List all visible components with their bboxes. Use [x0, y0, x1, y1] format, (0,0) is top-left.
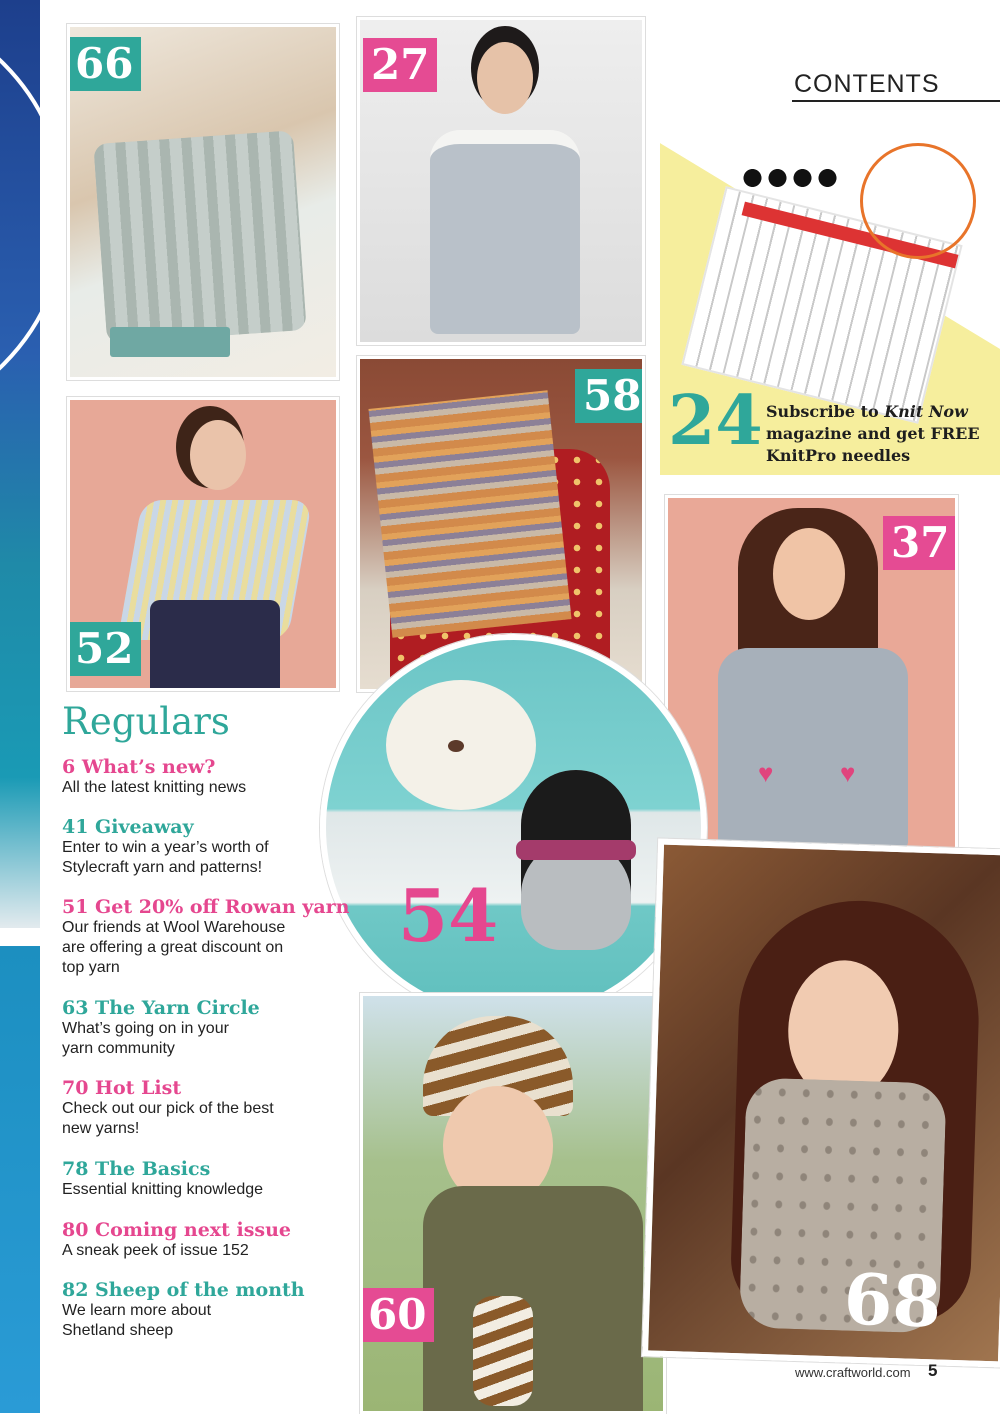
- promo-number: 24: [668, 381, 763, 461]
- regular-item-title[interactable]: 6 What’s new?: [62, 756, 216, 778]
- photo-striped-hat: [360, 993, 666, 1414]
- grey-cardigan: [718, 648, 908, 848]
- photo-heart-cardigan: [665, 495, 958, 853]
- promo-text: [766, 401, 980, 467]
- heart-right: ♥: [840, 758, 856, 788]
- navy-top: [150, 600, 280, 688]
- regulars-heading: Regulars: [62, 700, 230, 743]
- green-jacket: [423, 1186, 643, 1414]
- striped-throw: [368, 390, 571, 638]
- regular-item-title[interactable]: 82 Sheep of the month: [62, 1279, 305, 1301]
- footer-url[interactable]: www.craftworld.com: [795, 1365, 911, 1380]
- section-label: CONTENTS: [794, 70, 940, 98]
- page-badge-66: 66: [67, 37, 141, 91]
- regular-item-desc: Essential knitting knowledge: [62, 1181, 264, 1198]
- regular-item: [62, 896, 350, 978]
- regular-item: [62, 997, 260, 1059]
- page-number-54: 54: [398, 873, 499, 958]
- regular-item-desc: Enter to win a year’s worth of Stylecraft yarn and patterns!: [62, 839, 269, 876]
- knitted-penguin: [521, 770, 631, 950]
- photo-toys-circle: [320, 634, 707, 1021]
- photo-striped-wrap: [67, 397, 339, 691]
- page-badge-58: 58: [575, 369, 645, 423]
- photo-lace-cowl: [642, 838, 1000, 1367]
- photo-grey-jumper: [357, 17, 645, 345]
- page-number-68: 68: [842, 1257, 943, 1344]
- left-edge-divider: [0, 928, 40, 946]
- photo-cushion: [67, 24, 339, 380]
- promo-line-1: [766, 401, 980, 423]
- regular-item: [62, 1279, 305, 1341]
- regular-item: [62, 1077, 274, 1139]
- stoppers: [740, 163, 840, 193]
- regular-item-title[interactable]: 63 The Yarn Circle: [62, 997, 260, 1019]
- heart-left: ♥: [758, 758, 774, 788]
- regular-item-desc: A sneak peek of issue 152: [62, 1242, 249, 1259]
- grey-jumper: [430, 130, 580, 334]
- regular-item: [62, 1158, 263, 1200]
- regular-item-title[interactable]: 70 Hot List: [62, 1077, 182, 1099]
- promo-line-1-prefix: Subscribe to: [766, 402, 885, 421]
- penguin-scarf: [516, 840, 636, 860]
- section-label-rule: [792, 100, 1000, 102]
- promo-line-1-italic: Knit Now: [884, 402, 968, 421]
- regular-item-desc: Our friends at Wool Warehouse are offering a great discount on top yarn: [62, 919, 286, 976]
- page-badge-52: 52: [67, 622, 141, 676]
- regular-item-title[interactable]: 78 The Basics: [62, 1158, 211, 1180]
- page-badge-60: 60: [360, 1288, 434, 1342]
- page-number: 5: [928, 1361, 938, 1380]
- regular-item-desc: What’s going on in your yarn community: [62, 1020, 229, 1057]
- regular-item-title[interactable]: 41 Giveaway: [62, 816, 194, 838]
- zigzag-mitten: [473, 1296, 533, 1406]
- page-badge-27: 27: [363, 38, 437, 92]
- model-head-wrap: [190, 420, 246, 490]
- model-head: [477, 42, 533, 114]
- regular-item: [62, 756, 246, 798]
- child-face: [773, 528, 845, 620]
- regular-item-title[interactable]: 80 Coming next issue: [62, 1219, 292, 1241]
- regular-item-desc: All the latest knitting news: [62, 779, 247, 796]
- cushion-shape: [93, 130, 306, 343]
- regular-item-title[interactable]: 51 Get 20% off Rowan yarn: [62, 896, 350, 918]
- regular-item: [62, 816, 269, 878]
- regular-item: [62, 1219, 291, 1261]
- page-badge-37: 37: [883, 516, 957, 570]
- seal-nose: [448, 740, 464, 752]
- regular-item-desc: We learn more about Shetland sheep: [62, 1302, 212, 1339]
- regular-item-desc: Check out our pick of the best new yarns!: [62, 1100, 274, 1137]
- subscribe-promo: [660, 143, 1000, 475]
- promo-line-2: magazine and get FREE: [766, 424, 980, 443]
- cables-loop: [860, 143, 976, 259]
- promo-line-3: KnitPro needles: [766, 446, 911, 465]
- books-stack: [110, 327, 230, 357]
